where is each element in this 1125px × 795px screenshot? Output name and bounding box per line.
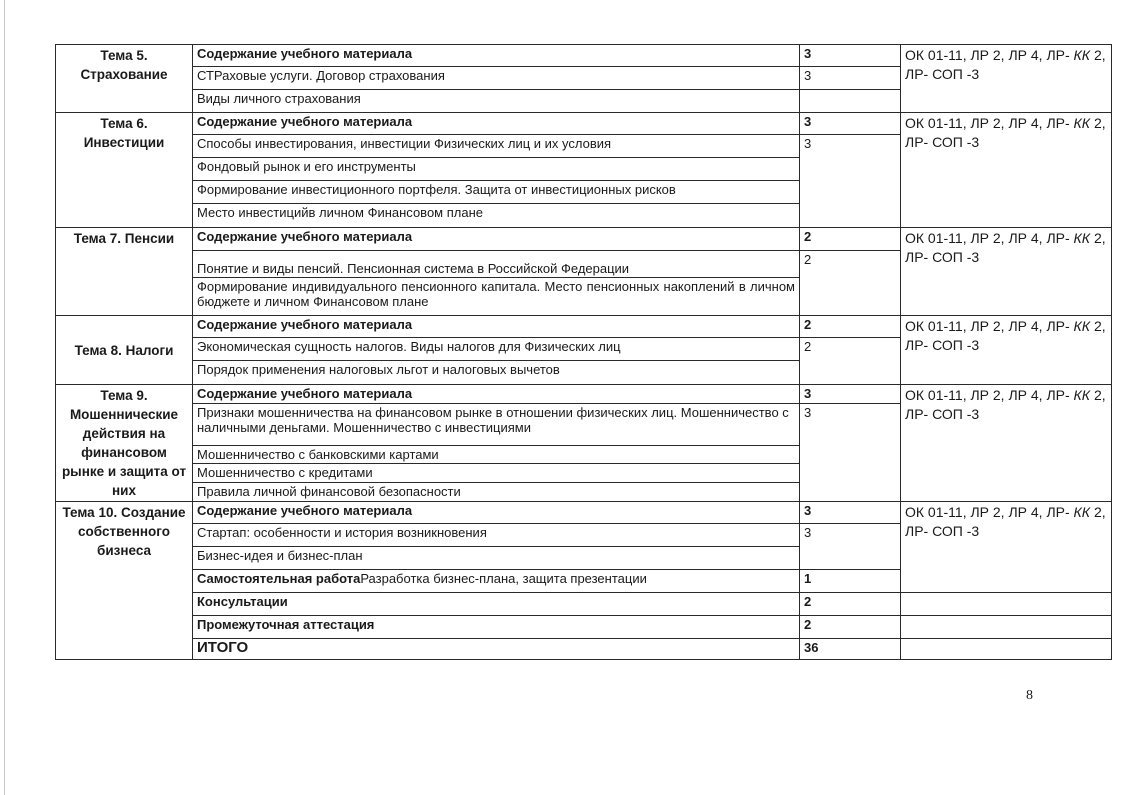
- hours-cell: 1: [800, 570, 901, 593]
- topic-title: Тема 7. Пенсии: [56, 228, 193, 316]
- competencies-rest: 2, ЛР- СОП -3: [905, 387, 1106, 422]
- topic-title: Тема 9. Мошеннические действия на финансовом рынке и защита от них: [56, 385, 193, 502]
- competencies-cell: [901, 228, 1112, 316]
- content-header: Содержание учебного материала: [193, 228, 800, 251]
- topic-title: Тема 10. Создание собственного бизнеса: [56, 502, 193, 660]
- table-row: [56, 228, 1112, 251]
- competencies-cell: [901, 45, 1112, 113]
- competencies-kk: КК: [1073, 115, 1091, 131]
- content-item: Порядок применения налоговых льгот и налоговых вычетов: [193, 361, 800, 385]
- competencies-cell: [901, 385, 1112, 502]
- competencies-cell: [901, 502, 1112, 593]
- competencies-rest: 2, ЛР- СОП -3: [905, 47, 1106, 82]
- competencies-rest: 2, ЛР- СОП -3: [905, 318, 1106, 353]
- hours-cell: 3: [800, 524, 901, 570]
- content-header: Содержание учебного материала: [193, 502, 800, 524]
- content-item: Правила личной финансовой безопасности: [193, 483, 800, 502]
- content-item: Мошенничество с банковскими картами: [193, 446, 800, 464]
- total-hours: 36: [800, 639, 901, 660]
- total-label: ИТОГО: [197, 639, 249, 656]
- table-row: [56, 385, 1112, 404]
- hours-cell-empty: [800, 90, 901, 113]
- content-item: Понятие и виды пенсий. Пенсионная система в Российской Федерации: [193, 251, 800, 278]
- content-item: СТРаховые услуги. Договор страхования: [193, 67, 800, 90]
- hours-cell: 3: [800, 404, 901, 502]
- hours-cell: 2: [800, 228, 901, 251]
- content-item: Формирование инвестиционного портфеля. Защита от инвестиционных рисков: [193, 181, 800, 204]
- content-item: Стартап: особенности и история возникновения: [193, 524, 800, 547]
- content-item: Способы инвестирования, инвестиции Физических лиц и их условия: [193, 135, 800, 158]
- competencies-text: ОК 01-11, ЛР 2, ЛР 4, ЛР-: [905, 230, 1070, 246]
- content-header: Содержание учебного материала: [193, 45, 800, 67]
- table-row: [56, 45, 1112, 67]
- content-item: Признаки мошенничества на финансовом рынке в отношении физических лиц. Мошенничество с наличными деньгами. Мошенничество с инвестициями: [193, 404, 800, 446]
- hours-cell: 3: [800, 385, 901, 404]
- competencies-kk: КК: [1073, 230, 1091, 246]
- hours-cell: 2: [800, 338, 901, 385]
- competencies-text: ОК 01-11, ЛР 2, ЛР 4, ЛР-: [905, 387, 1070, 403]
- table-row: [56, 502, 1112, 524]
- hours-cell: 3: [800, 45, 901, 67]
- empty-cell: [901, 616, 1112, 639]
- topic-title: Тема 6. Инвестиции: [56, 113, 193, 228]
- hours-cell: 2: [800, 251, 901, 316]
- competencies-kk: КК: [1073, 318, 1091, 334]
- competencies-text: ОК 01-11, ЛР 2, ЛР 4, ЛР-: [905, 504, 1070, 520]
- page-number: 8: [1026, 688, 1033, 703]
- curriculum-table: [55, 44, 1112, 660]
- hours-cell: 2: [800, 593, 901, 616]
- content-item: Мошенничество с кредитами: [193, 464, 800, 483]
- self-work-row: [193, 570, 800, 593]
- competencies-cell: [901, 316, 1112, 385]
- competencies-text: ОК 01-11, ЛР 2, ЛР 4, ЛР-: [905, 47, 1070, 63]
- empty-cell: [901, 639, 1112, 660]
- total-row-label: [193, 639, 800, 660]
- competencies-kk: КК: [1073, 47, 1091, 63]
- topic-title: Тема 5. Страхование: [56, 45, 193, 113]
- interim-label: Промежуточная аттестация: [193, 616, 800, 639]
- table-row: [56, 113, 1112, 135]
- empty-cell: [901, 593, 1112, 616]
- hours-cell: 2: [800, 316, 901, 338]
- content-item: Место инвестицийв личном Финансовом плане: [193, 204, 800, 228]
- consultations-label: Консультации: [193, 593, 800, 616]
- content-header: Содержание учебного материала: [193, 385, 800, 404]
- self-work-label: Самостоятельная работа: [197, 571, 361, 586]
- content-header: Содержание учебного материала: [193, 113, 800, 135]
- content-item: Экономическая сущность налогов. Виды налогов для Физических лиц: [193, 338, 800, 361]
- hours-cell: 3: [800, 502, 901, 524]
- self-work-text: Разработка бизнес-плана, защита презентации: [360, 571, 647, 586]
- table-row: [56, 316, 1112, 338]
- table-row: [56, 639, 1112, 660]
- competencies-kk: КК: [1073, 504, 1091, 520]
- table-row: [56, 593, 1112, 616]
- competencies-text: ОК 01-11, ЛР 2, ЛР 4, ЛР-: [905, 115, 1070, 131]
- hours-cell: 3: [800, 135, 901, 228]
- content-item: Бизнес-идея и бизнес-план: [193, 547, 800, 570]
- competencies-rest: 2, ЛР- СОП -3: [905, 115, 1106, 150]
- content-item: Формирование индивидуального пенсионного капитала. Место пенсионных накоплений в личном бюджете и личном Финансовом плане: [193, 278, 800, 316]
- content-header: Содержание учебного материала: [193, 316, 800, 338]
- competencies-kk: КК: [1073, 387, 1091, 403]
- content-item: Виды личного страхования: [193, 90, 800, 113]
- content-item: Фондовый рынок и его инструменты: [193, 158, 800, 181]
- hours-cell: 3: [800, 113, 901, 135]
- hours-cell: 2: [800, 616, 901, 639]
- hours-cell: 3: [800, 67, 901, 90]
- competencies-text: ОК 01-11, ЛР 2, ЛР 4, ЛР-: [905, 318, 1070, 334]
- scan-edge-line: [4, 0, 5, 795]
- competencies-rest: 2, ЛР- СОП -3: [905, 504, 1106, 539]
- table-row: [56, 616, 1112, 639]
- competencies-rest: 2, ЛР- СОП -3: [905, 230, 1106, 265]
- topic-title: Тема 8. Налоги: [56, 316, 193, 385]
- competencies-cell: [901, 113, 1112, 228]
